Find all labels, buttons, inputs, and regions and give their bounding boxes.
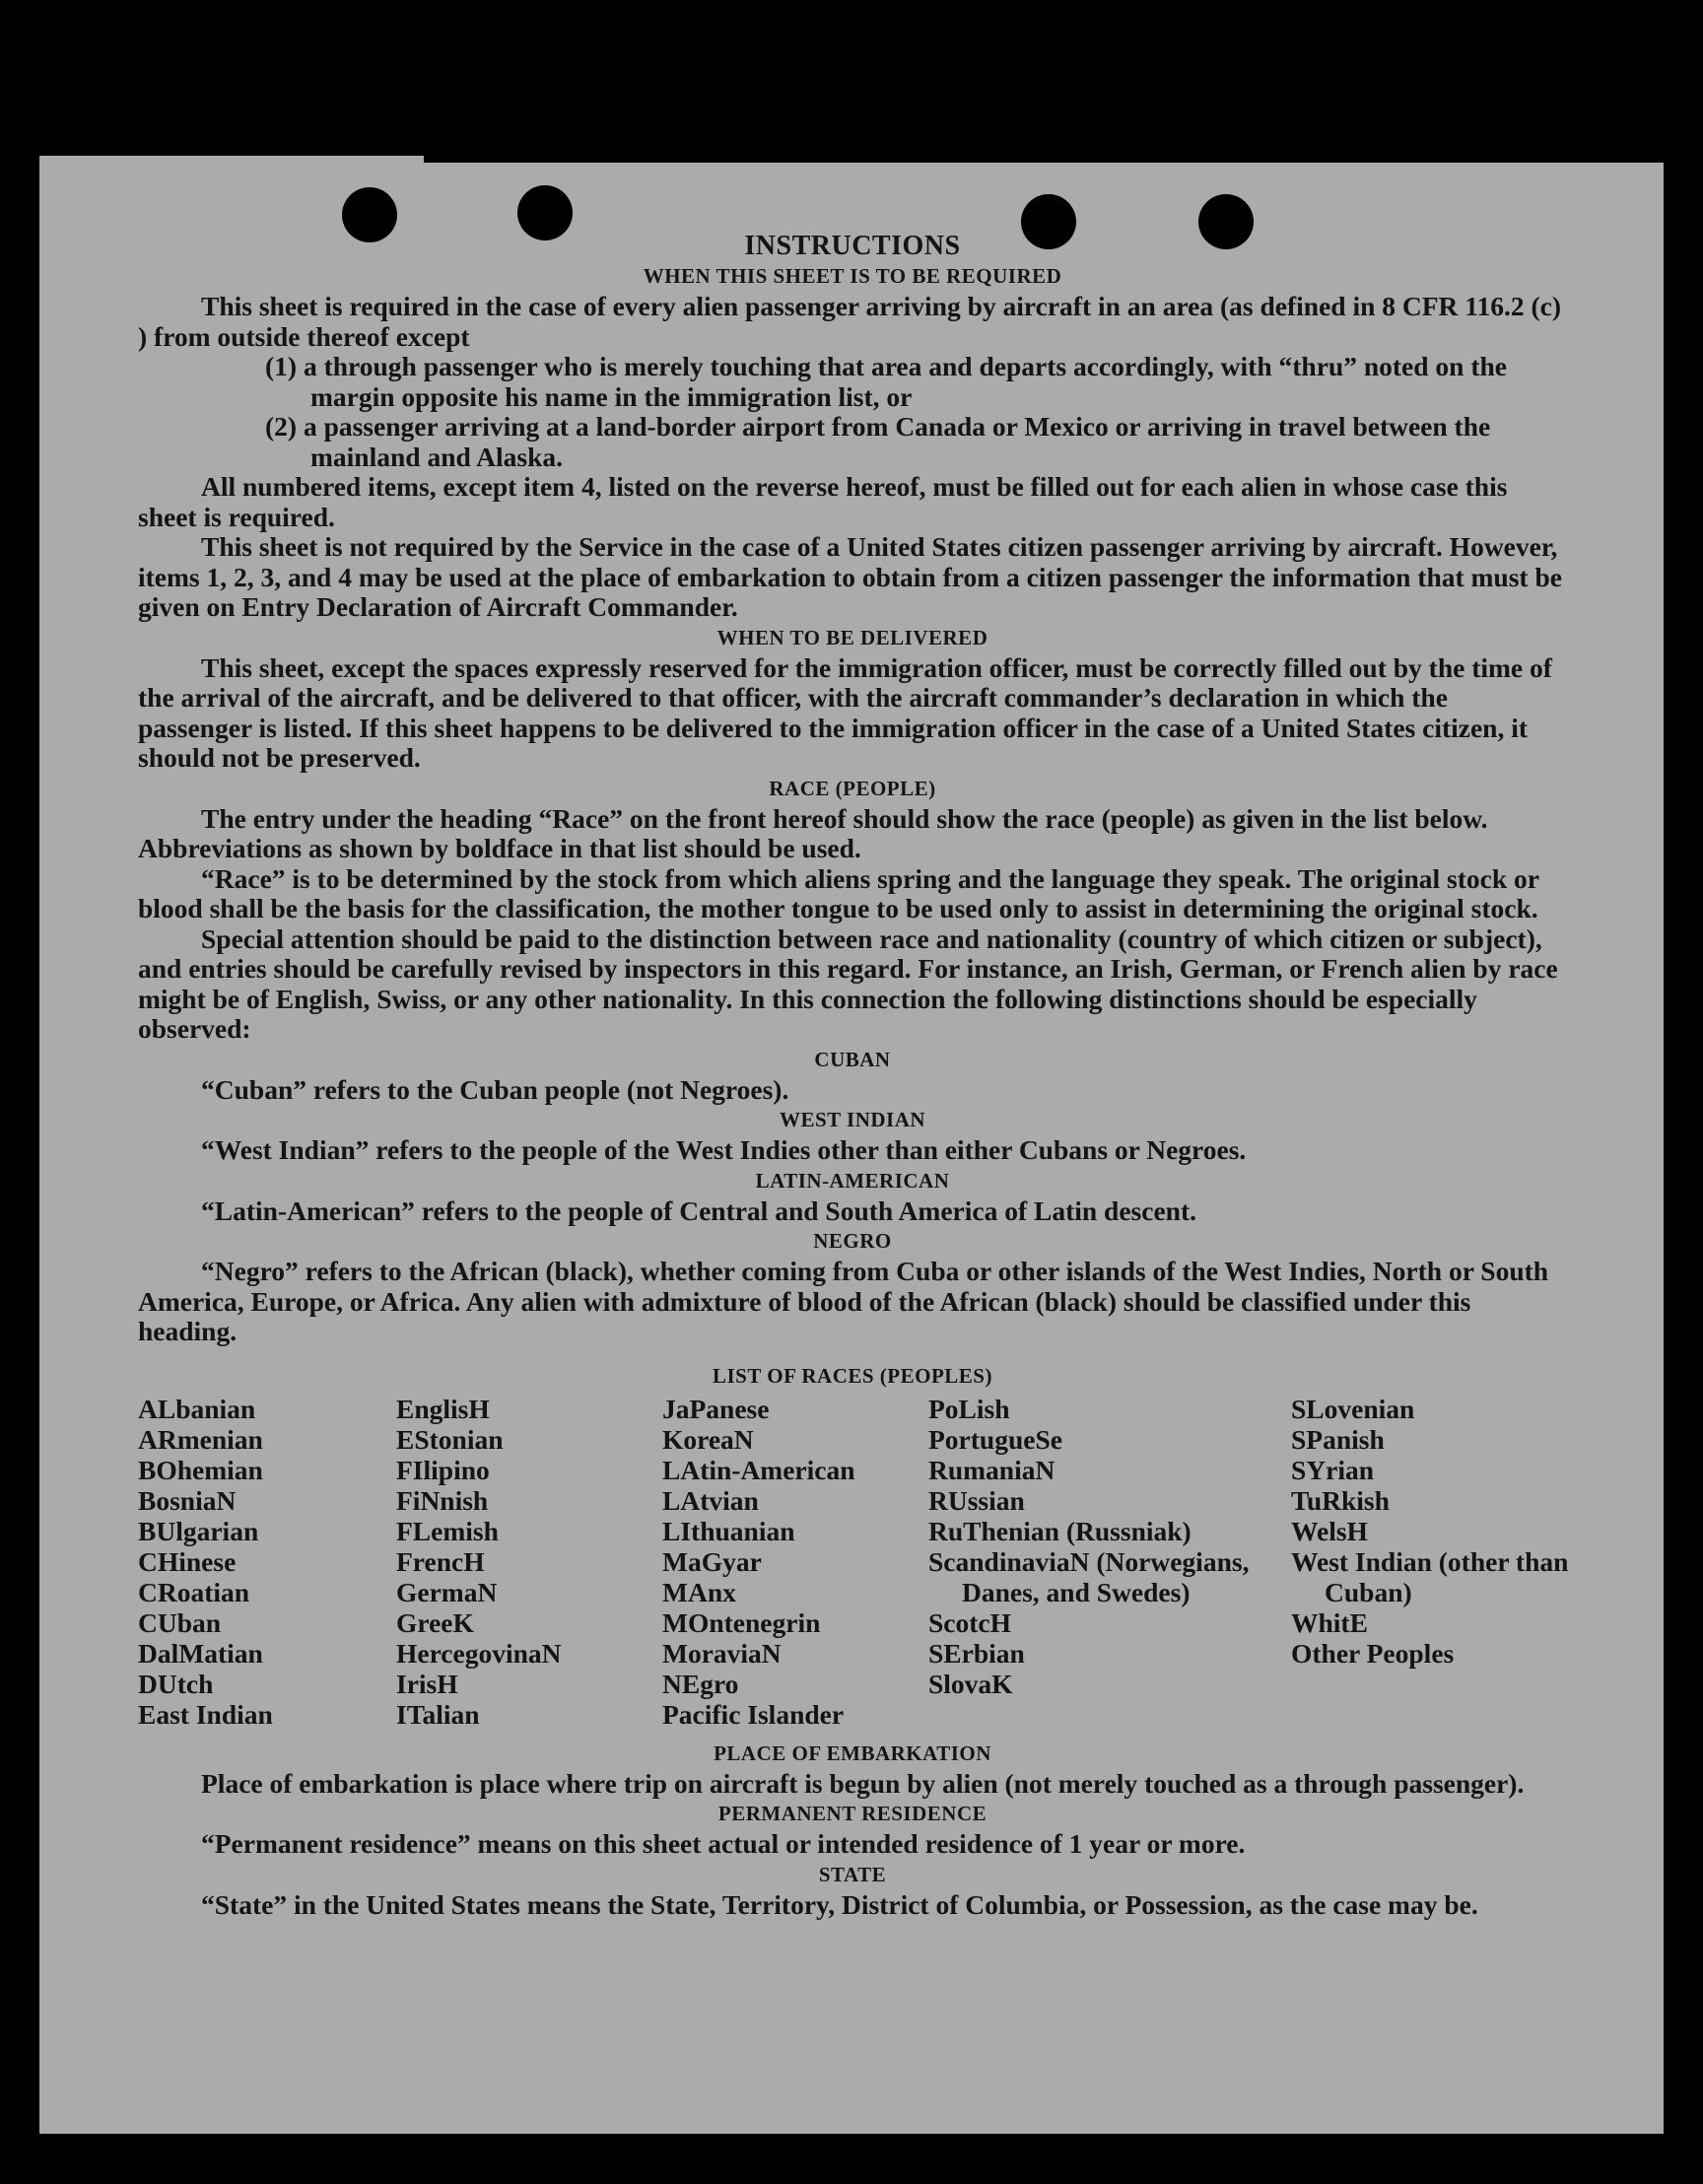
race-item: BOhemian bbox=[138, 1454, 263, 1485]
race-item: RUssian bbox=[928, 1484, 1025, 1516]
heading-cuban: CUBAN bbox=[814, 1047, 891, 1071]
race-item: SErbian bbox=[928, 1637, 1025, 1669]
race-item: PortugueSe bbox=[928, 1423, 1062, 1455]
paragraph: Place of embarkation is place where trip on aircraft is begun by alien (not merely touched as a through passenger). bbox=[201, 1767, 1525, 1799]
heading-embarkation: PLACE OF EMBARKATION bbox=[714, 1740, 991, 1765]
race-item: RumaniaN bbox=[928, 1454, 1056, 1485]
race-item: HercegovinaN bbox=[396, 1637, 562, 1669]
race-item: Other Peoples bbox=[1291, 1637, 1455, 1669]
race-item: TuRkish bbox=[1291, 1484, 1390, 1516]
race-item: ScandinaviaN (Norwegians, Danes, and Swedes) bbox=[928, 1545, 1250, 1607]
race-item: MaGyar bbox=[662, 1545, 762, 1577]
race-item: ITalian bbox=[396, 1698, 480, 1730]
race-item: East Indian bbox=[138, 1698, 273, 1730]
heading-list-of-races: LIST OF RACES (PEOPLES) bbox=[713, 1363, 992, 1388]
heading-permanent-residence: PERMANENT RESIDENCE bbox=[717, 1802, 988, 1825]
heading-race: RACE (PEOPLE) bbox=[769, 776, 936, 800]
heading-negro: NEGRO bbox=[813, 1229, 892, 1253]
paragraph: This sheet is required in the case of every alien passenger arriving by aircraft in an area (as defined in 8 CFR 116.2 (c) ) from outside thereof except bbox=[138, 291, 1562, 352]
race-column bbox=[138, 1394, 394, 1730]
paragraph: “Permanent residence” means on this sheet actual or intended residence of 1 year or more. bbox=[201, 1828, 1246, 1859]
race-item: SYrian bbox=[1291, 1454, 1375, 1485]
race-column bbox=[928, 1394, 1254, 1699]
instruction-sheet bbox=[39, 163, 1664, 2134]
heading-latin-american: LATIN-AMERICAN bbox=[755, 1168, 950, 1193]
race-item: DUtch bbox=[138, 1668, 214, 1699]
race-item: FLemish bbox=[396, 1515, 499, 1546]
race-item: EnglisH bbox=[396, 1393, 490, 1424]
race-column bbox=[662, 1394, 928, 1730]
race-item: BUlgarian bbox=[138, 1515, 259, 1546]
race-item: GermaN bbox=[396, 1576, 498, 1607]
paragraph: The entry under the heading “Race” on the front hereof should show the race (people) as given in the list below. Abbreviations as shown by boldface in that list should be used. bbox=[138, 802, 1488, 863]
race-item: WhitE bbox=[1291, 1606, 1368, 1638]
race-item: CHinese bbox=[138, 1545, 237, 1577]
race-item: ARmenian bbox=[138, 1423, 263, 1455]
race-item: NEgro bbox=[662, 1668, 739, 1699]
race-item: SPanish bbox=[1291, 1423, 1385, 1455]
heading-when-required: WHEN THIS SHEET IS TO BE REQUIRED bbox=[643, 264, 1062, 288]
paragraph: Special attention should be paid to the distinction between race and nationality (country of which citizen or subject), and entries should be carefully revised by inspectors in this regard. For instance, an Irish, German, or French alien by race might be of English, Swiss, or any other nationality. In this connection the following distinctions should be especially observed: bbox=[138, 922, 1558, 1044]
paragraph: “Cuban” refers to the Cuban people (not Negroes). bbox=[201, 1073, 789, 1105]
race-item: WelsH bbox=[1291, 1515, 1368, 1546]
race-item: IrisH bbox=[396, 1668, 458, 1699]
race-item: MoraviaN bbox=[662, 1637, 782, 1669]
paragraph: “West Indian” refers to the people of the West Indies other than either Cubans or Negroes. bbox=[201, 1134, 1247, 1165]
race-item: CRoatian bbox=[138, 1576, 250, 1607]
race-item: FIlipino bbox=[396, 1454, 490, 1485]
race-item: ScotcH bbox=[928, 1606, 1012, 1638]
paragraph: “Negro” refers to the African (black), whether coming from Cuba or other islands of the West Indies, North or South America, Europe, or Africa. Any alien with admixture of blood of the African (black) should be classified under this heading. bbox=[138, 1256, 1549, 1346]
race-item: EStonian bbox=[396, 1423, 504, 1455]
race-item: ALbanian bbox=[138, 1393, 256, 1424]
paragraph: “Race” is to be determined by the stock from which aliens spring and the language they speak. The original stock or blood shall be the basis for the classification, the mother tongue to be used only to assist in determining the original stock. bbox=[138, 862, 1539, 923]
list-item: (1) a through passenger who is merely touching that area and departs accordingly, with “thru” noted on the margin opposite his name in the immigration list, or bbox=[265, 351, 1507, 412]
paragraph: This sheet is not required by the Service in the case of a United States citizen passenger arriving by aircraft. However, items 1, 2, 3, and 4 may be used at the place of embarkation to obtain from a citizen passenger the information that must be given on Entry Declaration of Aircraft Commander. bbox=[138, 531, 1562, 622]
race-item: JaPanese bbox=[662, 1393, 770, 1424]
paragraph: “State” in the United States means the State, Territory, District of Columbia, or Possession, as the case may be. bbox=[201, 1888, 1478, 1920]
race-item: MOntenegrin bbox=[662, 1606, 821, 1638]
heading-west-indian: WEST INDIAN bbox=[779, 1108, 926, 1131]
heading-when-delivered: WHEN TO BE DELIVERED bbox=[716, 625, 988, 649]
race-item: PoLish bbox=[928, 1393, 1010, 1424]
race-item: DalMatian bbox=[138, 1637, 263, 1669]
race-item: FrencH bbox=[396, 1545, 485, 1577]
race-item: Pacific Islander bbox=[662, 1698, 845, 1730]
paragraph: This sheet, except the spaces expressly reserved for the immigration officer, must be correctly filled out by the time of the arrival of the aircraft, and be delivered to that officer, with the aircraft commander’s declaration in which the passenger is listed. If this sheet happens to be delivered to the immigration officer in the case of a United States citizen, it should not be preserved. bbox=[138, 651, 1552, 773]
heading-state: STATE bbox=[818, 1862, 887, 1886]
race-item: LAtvian bbox=[662, 1484, 759, 1516]
race-column bbox=[1291, 1394, 1567, 1669]
paragraph: All numbered items, except item 4, listed on the reverse hereof, must be filled out for each alien in whose case this sheet is required. bbox=[138, 471, 1508, 532]
race-item: SLovenian bbox=[1291, 1393, 1415, 1424]
race-item: CUban bbox=[138, 1606, 222, 1638]
race-item: SlovaK bbox=[928, 1668, 1013, 1699]
race-item: MAnx bbox=[662, 1576, 736, 1607]
instructions-body bbox=[138, 232, 1567, 1920]
race-item: RuThenian (Russniak) bbox=[928, 1515, 1192, 1546]
paragraph: “Latin-American” refers to the people of Central and South America of Latin descent. bbox=[201, 1194, 1196, 1226]
race-item: LAtin-American bbox=[662, 1454, 855, 1485]
list-item: (2) a passenger arriving at a land-border airport from Canada or Mexico or arriving in travel between the mainland and Alaska. bbox=[265, 411, 1491, 472]
race-item: KoreaN bbox=[662, 1423, 754, 1455]
page-title: INSTRUCTIONS bbox=[744, 231, 961, 261]
race-column bbox=[396, 1394, 662, 1730]
race-item: LIthuanian bbox=[662, 1515, 795, 1546]
race-item: FiNnish bbox=[396, 1484, 489, 1516]
race-item: West Indian (other than Cuban) bbox=[1291, 1545, 1569, 1607]
race-list bbox=[138, 1394, 1567, 1739]
race-item: BosniaN bbox=[138, 1484, 237, 1516]
race-item: GreeK bbox=[396, 1606, 474, 1638]
